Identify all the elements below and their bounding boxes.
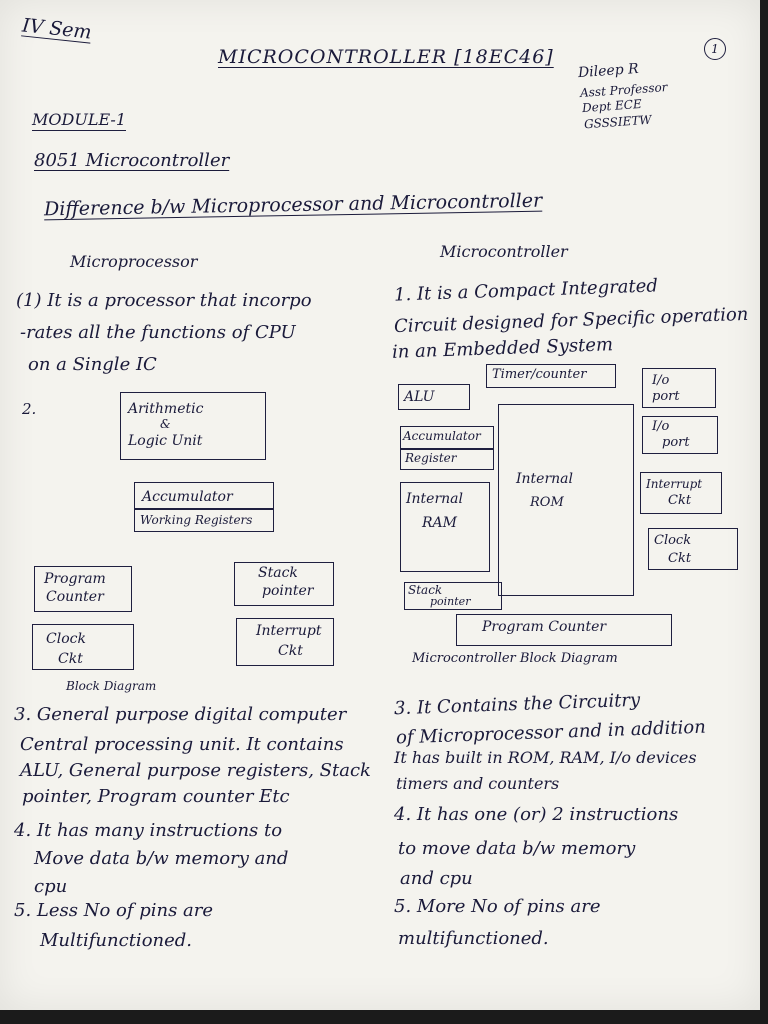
interrupt-ckt-label-1: Interrupt xyxy=(256,623,322,639)
left-point-4-line-2: Move data b/w memory and xyxy=(34,848,289,869)
mc-stack-pointer-label-2: pointer xyxy=(430,595,471,608)
mc-internal-rom-label-2: ROM xyxy=(530,495,564,510)
alu-block-label-2: & xyxy=(160,417,171,431)
interrupt-ckt-label-2: Ckt xyxy=(278,643,303,659)
mc-stack-pointer-label-1: Stack xyxy=(408,583,443,597)
left-point-4-line-1: 4. It has many instructions to xyxy=(14,820,283,841)
left-point-1-line-3: on a Single IC xyxy=(28,354,157,375)
mc-program-counter-label: Program Counter xyxy=(482,619,607,635)
right-point-3-line-4: timers and counters xyxy=(396,774,560,793)
mc-alu-label: ALU xyxy=(404,389,435,405)
mc-internal-rom-block xyxy=(498,404,634,596)
right-point-5-line-1: 5. More No of pins are xyxy=(394,896,601,917)
mc-internal-ram-label-2: RAM xyxy=(422,515,457,531)
right-point-4-line-1: 4. It has one (or) 2 instructions xyxy=(394,804,679,825)
author-designation: Asst Professor xyxy=(579,79,668,101)
clock-ckt-label-1: Clock xyxy=(46,631,86,647)
mc-internal-rom-label-1: Internal xyxy=(516,471,573,487)
left-point-1-line-1: (1) It is a processor that incorpo xyxy=(16,290,312,311)
right-point-4-line-3: and cpu xyxy=(400,868,473,889)
mc-io-port-2-label-2: port xyxy=(662,435,690,450)
right-point-3-line-1: 3. It Contains the Circuitry xyxy=(393,689,641,720)
right-point-3-line-2: of Microprocessor and in addition xyxy=(395,716,707,749)
page-title: MICROCONTROLLER [18EC46] xyxy=(218,46,554,68)
left-diagram-caption: Block Diagram xyxy=(66,679,157,693)
left-point-2-number: 2. xyxy=(22,400,37,418)
author-college: GSSSIETW xyxy=(583,112,653,132)
accumulator-label: Accumulator xyxy=(142,489,233,505)
mc-interrupt-ckt-label-2: Ckt xyxy=(668,493,692,508)
mc-timer-label: Timer/counter xyxy=(492,367,587,382)
mc-internal-ram-label-1: Internal xyxy=(406,491,463,507)
mc-accumulator-label: Accumulator xyxy=(403,429,481,443)
right-diagram-caption: Microcontroller Block Diagram xyxy=(412,651,618,666)
page-number: 1 xyxy=(704,38,726,60)
left-point-3-line-4: pointer, Program counter Etc xyxy=(22,786,290,807)
left-point-4-line-3: cpu xyxy=(34,876,68,897)
working-registers-label: Working Registers xyxy=(140,513,253,527)
mc-io-port-1-label-2: port xyxy=(652,389,680,404)
accumulator-divider xyxy=(134,508,274,510)
mc-clock-ckt-label-1: Clock xyxy=(654,533,692,548)
right-point-5-line-2: multifunctioned. xyxy=(398,928,549,949)
program-counter-label-2: Counter xyxy=(46,589,104,605)
stack-pointer-label-2: pointer xyxy=(262,583,314,599)
mc-io-port-2-label-1: I/o xyxy=(652,419,670,434)
alu-block-label-3: Logic Unit xyxy=(128,433,203,449)
right-point-3-line-3: It has built in ROM, RAM, I/o devices xyxy=(394,748,697,767)
left-point-3-line-2: Central processing unit. It contains xyxy=(20,734,344,755)
left-point-1-line-2: -rates all the functions of CPU xyxy=(20,322,296,343)
col-left-title: Microprocessor xyxy=(70,252,198,271)
program-counter-label-1: Program xyxy=(44,571,106,587)
mc-clock-ckt-label-2: Ckt xyxy=(668,551,692,566)
left-point-3-line-1: 3. General purpose digital computer xyxy=(14,704,347,725)
left-point-3-line-3: ALU, General purpose registers, Stack xyxy=(20,760,371,781)
col-right-title: Microcontroller xyxy=(440,242,568,261)
topic-title: 8051 Microcontroller xyxy=(34,150,230,171)
mc-register-label: Register xyxy=(405,451,457,465)
left-point-5-line-2: Multifunctioned. xyxy=(40,930,193,951)
mc-io-port-1-label-1: I/o xyxy=(652,373,670,388)
right-point-4-line-2: to move data b/w memory xyxy=(398,838,636,859)
mc-interrupt-ckt-label-1: Interrupt xyxy=(646,477,703,491)
left-point-5-line-1: 5. Less No of pins are xyxy=(14,900,214,921)
author-name: Dileep R xyxy=(577,60,640,82)
semester-label: IV Sem xyxy=(21,14,93,44)
author-dept: Dept ECE xyxy=(581,96,643,116)
alu-block-label-1: Arithmetic xyxy=(128,401,204,417)
right-point-1-line-2: Circuit designed for Specific operation xyxy=(393,303,749,338)
module-label: MODULE-1 xyxy=(32,110,126,129)
section-heading: Difference b/w Microprocessor and Microcontroller xyxy=(43,189,543,221)
stack-pointer-label-1: Stack xyxy=(258,565,298,581)
right-point-1-line-3: in an Embedded System xyxy=(391,334,614,363)
right-point-1-line-1: 1. It is a Compact Integrated xyxy=(393,275,659,306)
mc-accumulator-divider xyxy=(400,448,494,450)
clock-ckt-label-2: Ckt xyxy=(58,651,83,667)
